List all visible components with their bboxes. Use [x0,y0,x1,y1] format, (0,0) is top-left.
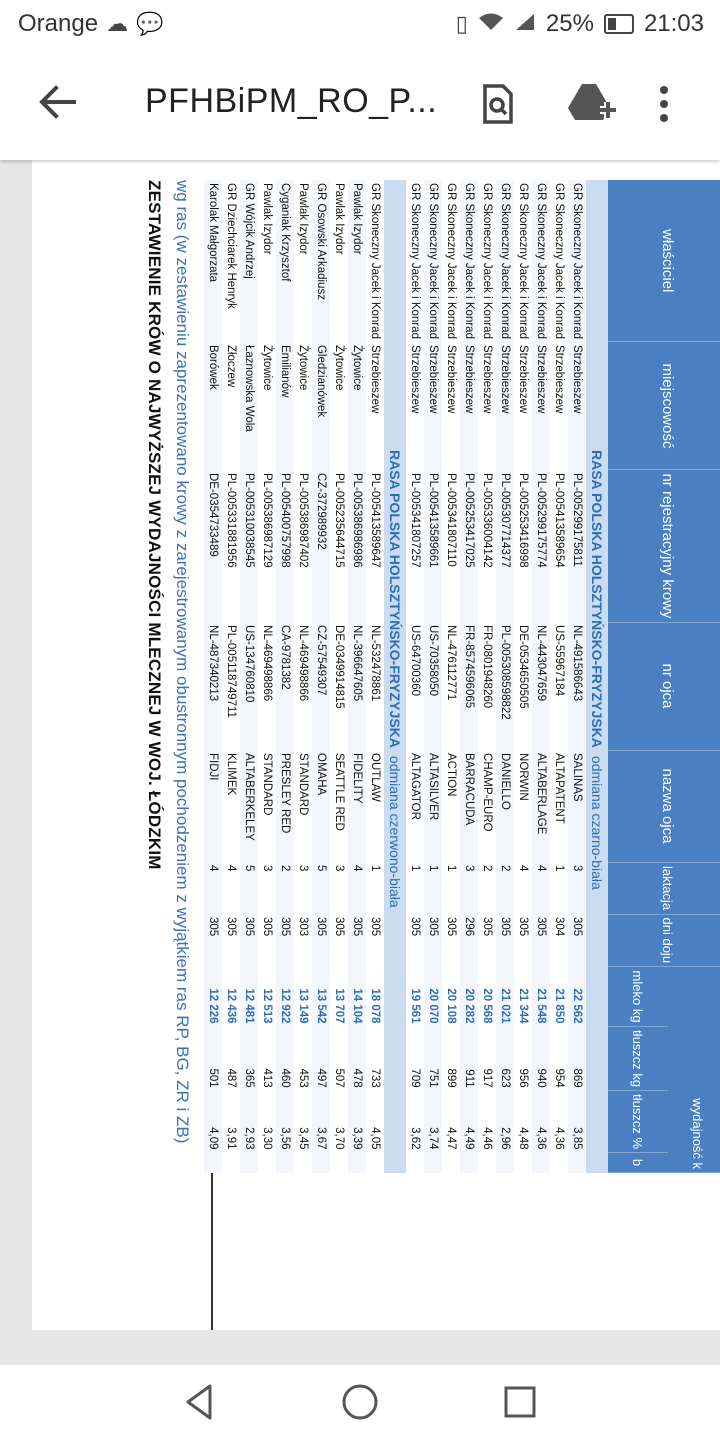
cell-days: 305 [496,914,514,967]
add-to-drive-icon[interactable] [566,80,614,128]
cell-sire-name: CHAMP-EURO [481,753,493,832]
cell-milk: 12 481 [240,967,258,1027]
table-row [258,180,276,1173]
cell-lactation: 4 [532,862,550,914]
cell-sire-no: US-64700360 [409,625,421,696]
table-row [442,180,460,1173]
cell-fat-pct: 4,46 [481,1127,493,1150]
chat-icon: 💬 [136,11,164,36]
cell-sire-name: ALTABERKELEY [240,750,258,862]
cell-reg: PL-005307714377 [496,470,514,622]
cell-days: 296 [460,914,478,967]
cell-sire-no: DE-0349914815 [333,625,345,709]
cell-sire-no: NL-487340213 [204,622,222,750]
cell-reg: PL-005299175811 [568,470,586,622]
navigation-bar [0,1365,720,1440]
cell-reg: PL-005299175774 [532,470,550,622]
cell-fat-pct: 4,47 [445,1127,457,1150]
cell-lactation: 4 [204,862,222,914]
cell-days: 305 [481,917,493,937]
cell-place: Żytowice [333,344,345,391]
back-arrow-icon[interactable] [34,78,82,126]
cell-milk: 12 226 [204,967,222,1027]
cell-extra [258,1153,276,1173]
cell-reg: PL-005386987129 [261,472,273,568]
find-in-document-icon[interactable] [473,80,521,128]
cell-sire-name: PRESLEY RED [276,750,294,862]
cell-sire-no: NL-491586643 [568,622,586,750]
cell-extra [276,1153,294,1173]
cell-fat-pct: 3,70 [333,1127,345,1150]
cell-owner: GR Skoneczny Jacek i Konrad [424,180,442,342]
cell-extra [294,1153,312,1173]
clock: 21:03 [643,10,704,37]
cell-milk: 13 542 [312,967,330,1027]
table-row [348,180,366,1173]
cell-place: Strzebieszew [553,344,565,414]
group-header-row [586,180,608,1173]
cell-owner: GR Skoneczny Jacek i Konrad [553,183,565,339]
cell-fat-kg: 460 [276,1027,294,1091]
cell-lactation: 3 [261,865,273,872]
cell-reg: PL-005235644715 [333,472,345,568]
cell-reg: PL-005253417025 [460,470,478,622]
cell-fat-kg: 487 [225,1068,237,1088]
cell-owner: Pawlak Izydor [333,183,345,255]
cell-extra [240,1153,258,1173]
cell-place: Strzebieszew [568,342,586,470]
battery-icon [604,14,634,34]
cell-days: 305 [276,914,294,967]
cell-owner: Pawlak Izydor [297,183,309,255]
cell-reg: PL-005341807257 [409,472,421,568]
cell-place: Łaznowska Wola [240,342,258,470]
header-milk: mleko kg [608,967,668,1027]
cell-sire-no: DE-0534650505 [517,625,529,709]
cell-reg: DE-0354733489 [204,470,222,622]
cell-reg: PL-005413589661 [424,470,442,622]
cell-days: 305 [568,914,586,967]
cell-lactation: 3 [333,865,345,872]
cell-milk: 12 922 [276,967,294,1027]
cell-sire-no: US-55967184 [553,625,565,696]
cell-fat-pct: 4,05 [369,1127,381,1150]
cell-sire-name: KLIMEK [225,753,237,796]
cell-extra [406,1153,424,1173]
carrier-label: Orange [18,10,99,37]
cell-owner: GR Skoneczny Jacek i Konrad [409,183,421,339]
cell-sire-no: PL-005308598822 [496,622,514,750]
cell-extra [460,1153,478,1173]
cell-reg: PL-005413589654 [553,472,565,568]
cell-fat-pct: 4,36 [553,1127,565,1150]
cell-place: Strzebieszew [532,342,550,470]
cell-days: 304 [553,917,565,937]
cell-lactation: 1 [445,865,457,872]
report-title: ZESTAWIENIE KRÓW O NAJWYŻSZEJ WYDAJNOŚCI MLECZNEJ W WOJ. ŁÓDZKIM [145,180,164,870]
cell-milk: 12 513 [261,988,273,1024]
cell-lactation: 2 [496,862,514,914]
cell-fat-kg: 899 [445,1068,457,1088]
cell-sire-no: NL-443047659 [532,622,550,750]
cell-fat-pct: 3,74 [424,1091,442,1153]
cell-owner: Pawlak Izydor [261,183,273,255]
cell-sire-no: FR-0801948260 [481,625,493,709]
cell-sire-name: STANDARD [297,753,309,816]
cell-sire-name: SEATTLE RED [333,753,345,831]
cell-fat-pct: 3,30 [261,1127,273,1150]
cell-owner: GR Osowski Arkadiusz [312,180,330,342]
table-row [460,180,478,1173]
breed-name: RASA POLSKA HOLSZTYŃSKO-FRYZYJSKA [589,450,605,748]
cell-reg: PL-005310038545 [240,470,258,622]
cell-milk: 18 078 [369,988,381,1024]
cell-fat-pct: 3,91 [225,1127,237,1150]
cell-sire-no: US-70358050 [424,622,442,750]
cell-extra [532,1153,550,1173]
table-row [222,180,240,1173]
cell-owner: GR Skoneczny Jacek i Konrad [568,180,586,342]
cell-extra [312,1153,330,1173]
cell-place: Strzebieszew [445,344,457,414]
cell-place: Złoczew [225,344,237,388]
wifi-icon [478,12,504,36]
cell-days: 305 [369,917,381,937]
cell-sire-no: NL-396647605 [348,622,366,750]
cell-lactation: 2 [276,862,294,914]
pdf-page[interactable] [32,160,720,1330]
cell-place: Borówek [204,342,222,470]
cell-extra [514,1153,532,1173]
cell-fat-kg: 709 [409,1068,421,1088]
cell-lactation: 1 [424,862,442,914]
table-row [478,180,496,1173]
cell-fat-kg: 365 [240,1027,258,1091]
table-row [406,180,424,1173]
cell-fat-pct: 3,39 [348,1091,366,1153]
signal-icon [514,12,536,36]
header-days: dni doju [608,914,720,967]
cell-fat-kg: 623 [496,1027,514,1091]
cell-sire-no: NL-469498866 [261,625,273,702]
cell-lactation: 1 [369,865,381,872]
cell-place: Żytowice [297,344,309,391]
cell-fat-kg: 911 [460,1027,478,1091]
cell-owner: GR Skoneczny Jacek i Konrad [496,180,514,342]
header-lactation: laktacja [608,862,720,914]
cell-fat-kg: 478 [348,1027,366,1091]
rotated-sheet [32,160,720,1330]
cell-days: 305 [424,914,442,967]
cell-fat-kg: 869 [568,1027,586,1091]
cell-days: 305 [333,917,345,937]
cell-milk: 21 548 [532,967,550,1027]
cell-lactation: 3 [568,862,586,914]
more-options-icon[interactable] [652,80,676,128]
cell-lactation: 4 [348,862,366,914]
cell-fat-kg: 940 [532,1027,550,1091]
cell-fat-kg: 501 [204,1027,222,1091]
cell-sire-name: NORWIN [517,753,529,801]
cell-milk: 20 568 [481,988,493,1024]
cell-fat-kg: 413 [261,1068,273,1088]
cell-days: 305 [204,914,222,967]
cell-place: Strzebieszew [517,344,529,414]
cell-place: Strzebieszew [496,342,514,470]
cell-extra [550,1153,568,1173]
cell-fat-pct: 2,93 [240,1091,258,1153]
breed-variant: odmiana czerwono-biała [387,755,403,908]
cell-reg: CZ-372989932 [312,470,330,622]
cell-lactation: 2 [481,865,493,872]
header-reg: nr rejestracyjny krowy [608,470,720,622]
battery-percent: 25% [545,10,594,37]
cell-sire-name: ALTAPATENT [553,753,565,824]
header-sire-no: nr ojca [608,622,720,750]
cell-owner: GR Skoneczny Jacek i Konrad [517,183,529,339]
header-place: miejscowość [608,342,720,470]
cell-lactation: 4 [225,865,237,872]
cell-milk: 21 850 [553,988,565,1024]
cell-sire-no: NL-469498866 [297,625,309,702]
cell-reg: PL-005400757998 [276,470,294,622]
cell-sire-name: BARRACUDA [460,750,478,862]
cell-days: 305 [532,914,550,967]
table-row [424,180,442,1173]
cell-fat-kg: 507 [333,1068,345,1088]
table-row [532,180,550,1173]
group-header-row [384,180,406,1173]
cell-owner: Pawlak Izydor [348,180,366,342]
cell-milk: 21 344 [517,988,529,1024]
cell-owner: GR Wójcik Andrzej [240,180,258,342]
cell-days: 305 [348,914,366,967]
cell-fat-pct: 3,45 [297,1127,309,1150]
table-row [294,180,312,1173]
cell-sire-name: ALTABERLAGE [532,750,550,862]
table-row [204,180,222,1173]
cell-sire-no: NL-532478861 [369,625,381,702]
cell-owner: GR Skoneczny Jacek i Konrad [532,180,550,342]
status-bar [0,0,720,50]
back-triangle-icon[interactable] [180,1382,220,1422]
cell-milk: 20 282 [460,967,478,1027]
document-viewer[interactable] [0,160,720,1365]
cell-fat-pct: 2,96 [496,1091,514,1153]
cell-reg: PL-005331881956 [225,472,237,568]
cell-milk: 13 149 [297,988,309,1024]
header-fat-kg: tłuszcz kg [608,1027,668,1091]
cell-owner: GR Dziechciarek Henryk [225,183,237,309]
cell-days: 305 [261,917,273,937]
cell-lactation: 1 [553,865,565,872]
cell-days: 305 [409,917,421,937]
cell-days: 305 [312,914,330,967]
cell-sire-name: ALTAGATOR [409,753,421,820]
cell-sire-no: PL-005118749711 [225,625,237,718]
cell-sire-name: STANDARD [261,753,273,816]
cell-milk: 20 108 [445,988,457,1024]
cell-sire-name: OMAHA [312,750,330,862]
cell-sire-name: FIDJI [204,750,222,862]
table-row [330,180,348,1173]
cell-place: Strzebieszew [424,342,442,470]
cell-place: Żytowice [348,342,366,470]
cell-sire-name: SALINAS [568,750,586,862]
cell-fat-pct: 3,62 [409,1127,421,1150]
cell-lactation: 3 [297,865,309,872]
cell-reg: PL-005386986986 [348,470,366,622]
cell-place: Gledzianówek [312,342,330,470]
table-row [240,180,258,1173]
cell-days: 305 [225,917,237,937]
table-row [312,180,330,1173]
cell-fat-pct: 4,48 [517,1127,529,1150]
cell-milk: 21 021 [496,967,514,1027]
table-row [514,180,532,1173]
cell-days: 305 [240,914,258,967]
recents-square-icon[interactable] [500,1382,540,1422]
cell-reg: PL-005341807110 [445,472,457,567]
cell-owner: GR Skoneczny Jacek i Konrad [369,183,381,339]
cell-days: 305 [517,917,529,937]
cell-extra [478,1153,496,1173]
cell-fat-kg: 497 [312,1027,330,1091]
cell-reg: PL-005253416998 [517,472,529,568]
cell-lactation: 1 [409,865,421,872]
cell-milk: 20 070 [424,967,442,1027]
cell-place: Żytowice [261,344,273,391]
cell-place: Strzebieszew [460,342,478,470]
cell-owner: Karolak Małgorzata [204,180,222,342]
cell-sire-no: CA-9781382 [276,622,294,750]
app-bar [0,50,720,160]
cell-owner: GR Skoneczny Jacek i Konrad [460,180,478,342]
cell-sire-name: ALTASILVER [424,750,442,862]
cell-milk: 14 104 [348,967,366,1027]
cow-table [204,180,720,1173]
cell-extra [204,1153,222,1173]
cell-lactation: 4 [517,865,529,872]
cell-extra [424,1153,442,1173]
cell-fat-pct: 4,49 [460,1091,478,1153]
cell-fat-pct: 3,67 [312,1091,330,1153]
cell-extra [348,1153,366,1173]
cloud-icon: ☁ [106,11,129,36]
cell-owner: Cyganiak Krzysztof [276,180,294,342]
header-owner: właściciel [608,180,720,342]
cell-extra [330,1153,348,1173]
table-row [550,180,568,1173]
cell-milk: 22 562 [568,967,586,1027]
cell-place: Strzebieszew [409,344,421,414]
cell-sire-no: US-134760810 [240,622,258,750]
header-extra: b [608,1153,668,1173]
cell-fat-kg: 956 [517,1068,529,1088]
cell-sire-name: DANIELLO [496,750,514,862]
cell-sire-no: CZ-57549307 [312,622,330,750]
cell-fat-kg: 453 [297,1068,309,1088]
cell-sire-name: ACTION [445,753,457,797]
cell-lactation: 3 [460,862,478,914]
cell-fat-kg: 954 [553,1068,565,1088]
breed-variant: odmiana czarno-biała [589,755,605,890]
cell-days: 305 [445,917,457,937]
cell-fat-kg: 751 [424,1027,442,1091]
cell-place: Strzebieszew [369,344,381,414]
cell-extra [496,1153,514,1173]
cell-extra [366,1153,384,1173]
cell-reg: PL-005413589647 [369,472,381,568]
cell-place: Strzebieszew [481,344,493,414]
cell-fat-pct: 3,85 [568,1091,586,1153]
cell-fat-pct: 4,09 [204,1091,222,1153]
cell-reg: PL-005386987402 [297,472,309,568]
cell-sire-no: NL-476112771 [445,625,457,701]
cell-reg: PL-005336004142 [481,472,493,568]
cell-milk: 13 707 [333,988,345,1024]
cell-fat-pct: 4,36 [532,1091,550,1153]
cell-owner: GR Skoneczny Jacek i Konrad [481,183,493,339]
vibrate-icon: ▯ [455,11,468,36]
cell-fat-pct: 3,56 [276,1091,294,1153]
cell-fat-kg: 917 [481,1068,493,1088]
cell-lactation: 5 [240,862,258,914]
cell-owner: GR Skoneczny Jacek i Konrad [445,183,457,339]
header-yield: wydajność k [668,967,720,1173]
table-row [496,180,514,1173]
cell-extra [442,1153,460,1173]
header-sire-name: nazwa ojca [608,750,720,862]
report-subtitle: wg ras (w zestawieniu zaprezentowano krowy z zarejestrowanym obustronnym pochodzeniem z wyjątkiem ras RP, BG, ZR i ZB) [173,180,192,1144]
header-fat-pct: tłuszcz % [608,1091,668,1153]
table-row [276,180,294,1173]
table-row [366,180,384,1173]
cell-place: Emilianów [276,342,294,470]
document-title: PFHBiPM_RO_P... [145,82,438,120]
breed-name: RASA POLSKA HOLSZTYŃSKO-FRYZYJSKA [387,450,403,748]
cell-lactation: 5 [312,862,330,914]
cell-extra [568,1153,586,1173]
cell-sire-name: FIDELITY [348,750,366,862]
cell-sire-name: OUTLAW [369,753,381,802]
cell-milk: 19 561 [409,988,421,1024]
cell-fat-kg: 733 [369,1068,381,1088]
cell-sire-no: FR-8574596065 [460,622,478,750]
cell-extra [222,1153,240,1173]
home-circle-icon[interactable] [340,1382,380,1422]
cell-days: 303 [297,917,309,937]
table-row [568,180,586,1173]
cell-milk: 12 436 [225,988,237,1024]
